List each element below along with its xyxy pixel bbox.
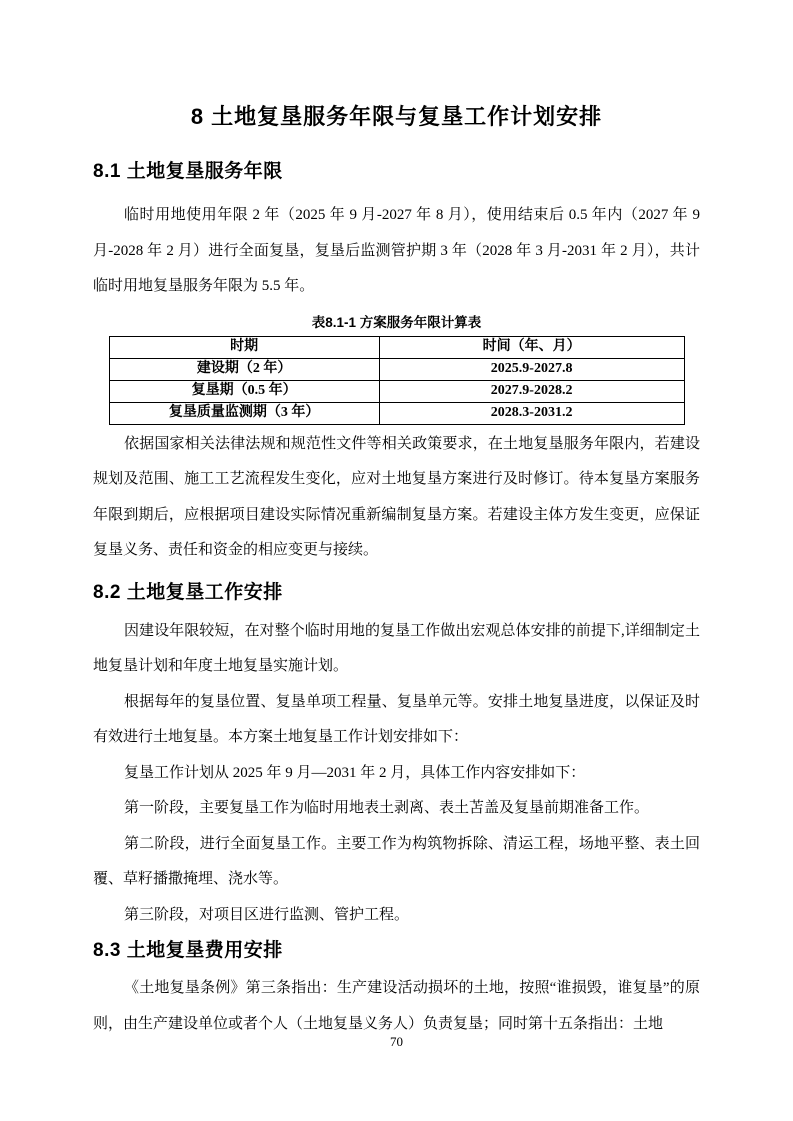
table-cell-period: 建设期（2 年） (109, 358, 379, 380)
para-stage-3: 第三阶段，对项目区进行监测、管护工程。 (124, 906, 410, 923)
section-8-1 (93, 158, 700, 569)
para-regulation: 《土地复垦条例》第三条指出：生产建设活动损坏的土地，按照“谁损毁，谁复垦”的原则，由生产建设单位或者个人（土地复垦义务人）负责复垦；同时第十五条指出：土地 (93, 980, 700, 1032)
para-service-years: 临时用地使用年限 2 年（2025 年 9 月-2027 年 8 月），使用结束后 0.5 年内（2027 年 9 月-2028 年 2 月）进行全面复垦，复垦后监测管护期 3 年（2028 年 3 月-2031 年 2 月），共计临时用地复垦服务年限为 5.5 年。 (93, 207, 700, 294)
section-heading-8-2: 8.2 土地复垦工作安排 (93, 581, 283, 603)
section-heading-8-1: 8.1 土地复垦服务年限 (93, 161, 283, 182)
table-row (109, 380, 684, 402)
table-header-time: 时间（年、月） (379, 336, 684, 358)
section-heading-8-3: 8.3 土地复垦费用安排 (93, 940, 283, 961)
table-row (109, 402, 684, 424)
para-stage-1: 第一阶段，主要复垦工作为临时用地表土剥离、表土苫盖及复垦前期准备工作。 (124, 800, 650, 816)
para-stage-2: 第二阶段，进行全面复垦工作。主要工作为构筑物拆除、清运工程，场地平整、表土回覆、草籽播撒掩埋、浇水等。 (93, 835, 700, 887)
page-number: 70 (390, 1034, 403, 1049)
para-policy: 依据国家相关法律法规和规范性文件等相关政策要求，在土地复垦服务年限内，若建设规划及范围、施工工艺流程发生变化，应对土地复垦方案进行及时修订。待本复垦方案服务年限到期后，应根据项目建设实际情况重新编制复垦方案。若建设主体方发生变更，应保证复垦义务、责任和资金的相应变更与接续。 (93, 435, 700, 558)
table-caption: 表8.1-1 方案服务年限计算表 (311, 314, 482, 330)
section-8-2 (93, 579, 700, 934)
table-header-row (109, 336, 684, 358)
table-cell-time: 2025.9-2027.8 (379, 358, 684, 380)
para-work-progress: 根据每年的复垦位置、复垦单项工程量、复垦单元等。安排土地复垦进度，以保证及时有效进行土地复垦。本方案土地复垦工作计划安排如下： (93, 693, 700, 745)
table-row (109, 358, 684, 380)
service-period-table (109, 336, 685, 425)
table-header-period: 时期 (109, 336, 379, 358)
para-work-plan-dates: 复垦工作计划从 2025 年 9 月—2031 年 2 月，具体工作内容安排如下： (124, 764, 586, 781)
para-work-overview: 因建设年限较短，在对整个临时用地的复垦工作做出宏观总体安排的前提下,详细制定土地复垦计划和年度土地复垦实施计划。 (93, 622, 700, 674)
table-cell-time: 2028.3-2031.2 (379, 402, 684, 424)
table-cell-time: 2027.9-2028.2 (379, 380, 684, 402)
section-8-3 (93, 937, 700, 1042)
table-cell-period: 复垦期（0.5 年） (109, 380, 379, 402)
table-cell-period: 复垦质量监测期（3 年） (109, 402, 379, 424)
doc-title: 8 土地复垦服务年限与复垦工作计划安排 (190, 104, 603, 129)
